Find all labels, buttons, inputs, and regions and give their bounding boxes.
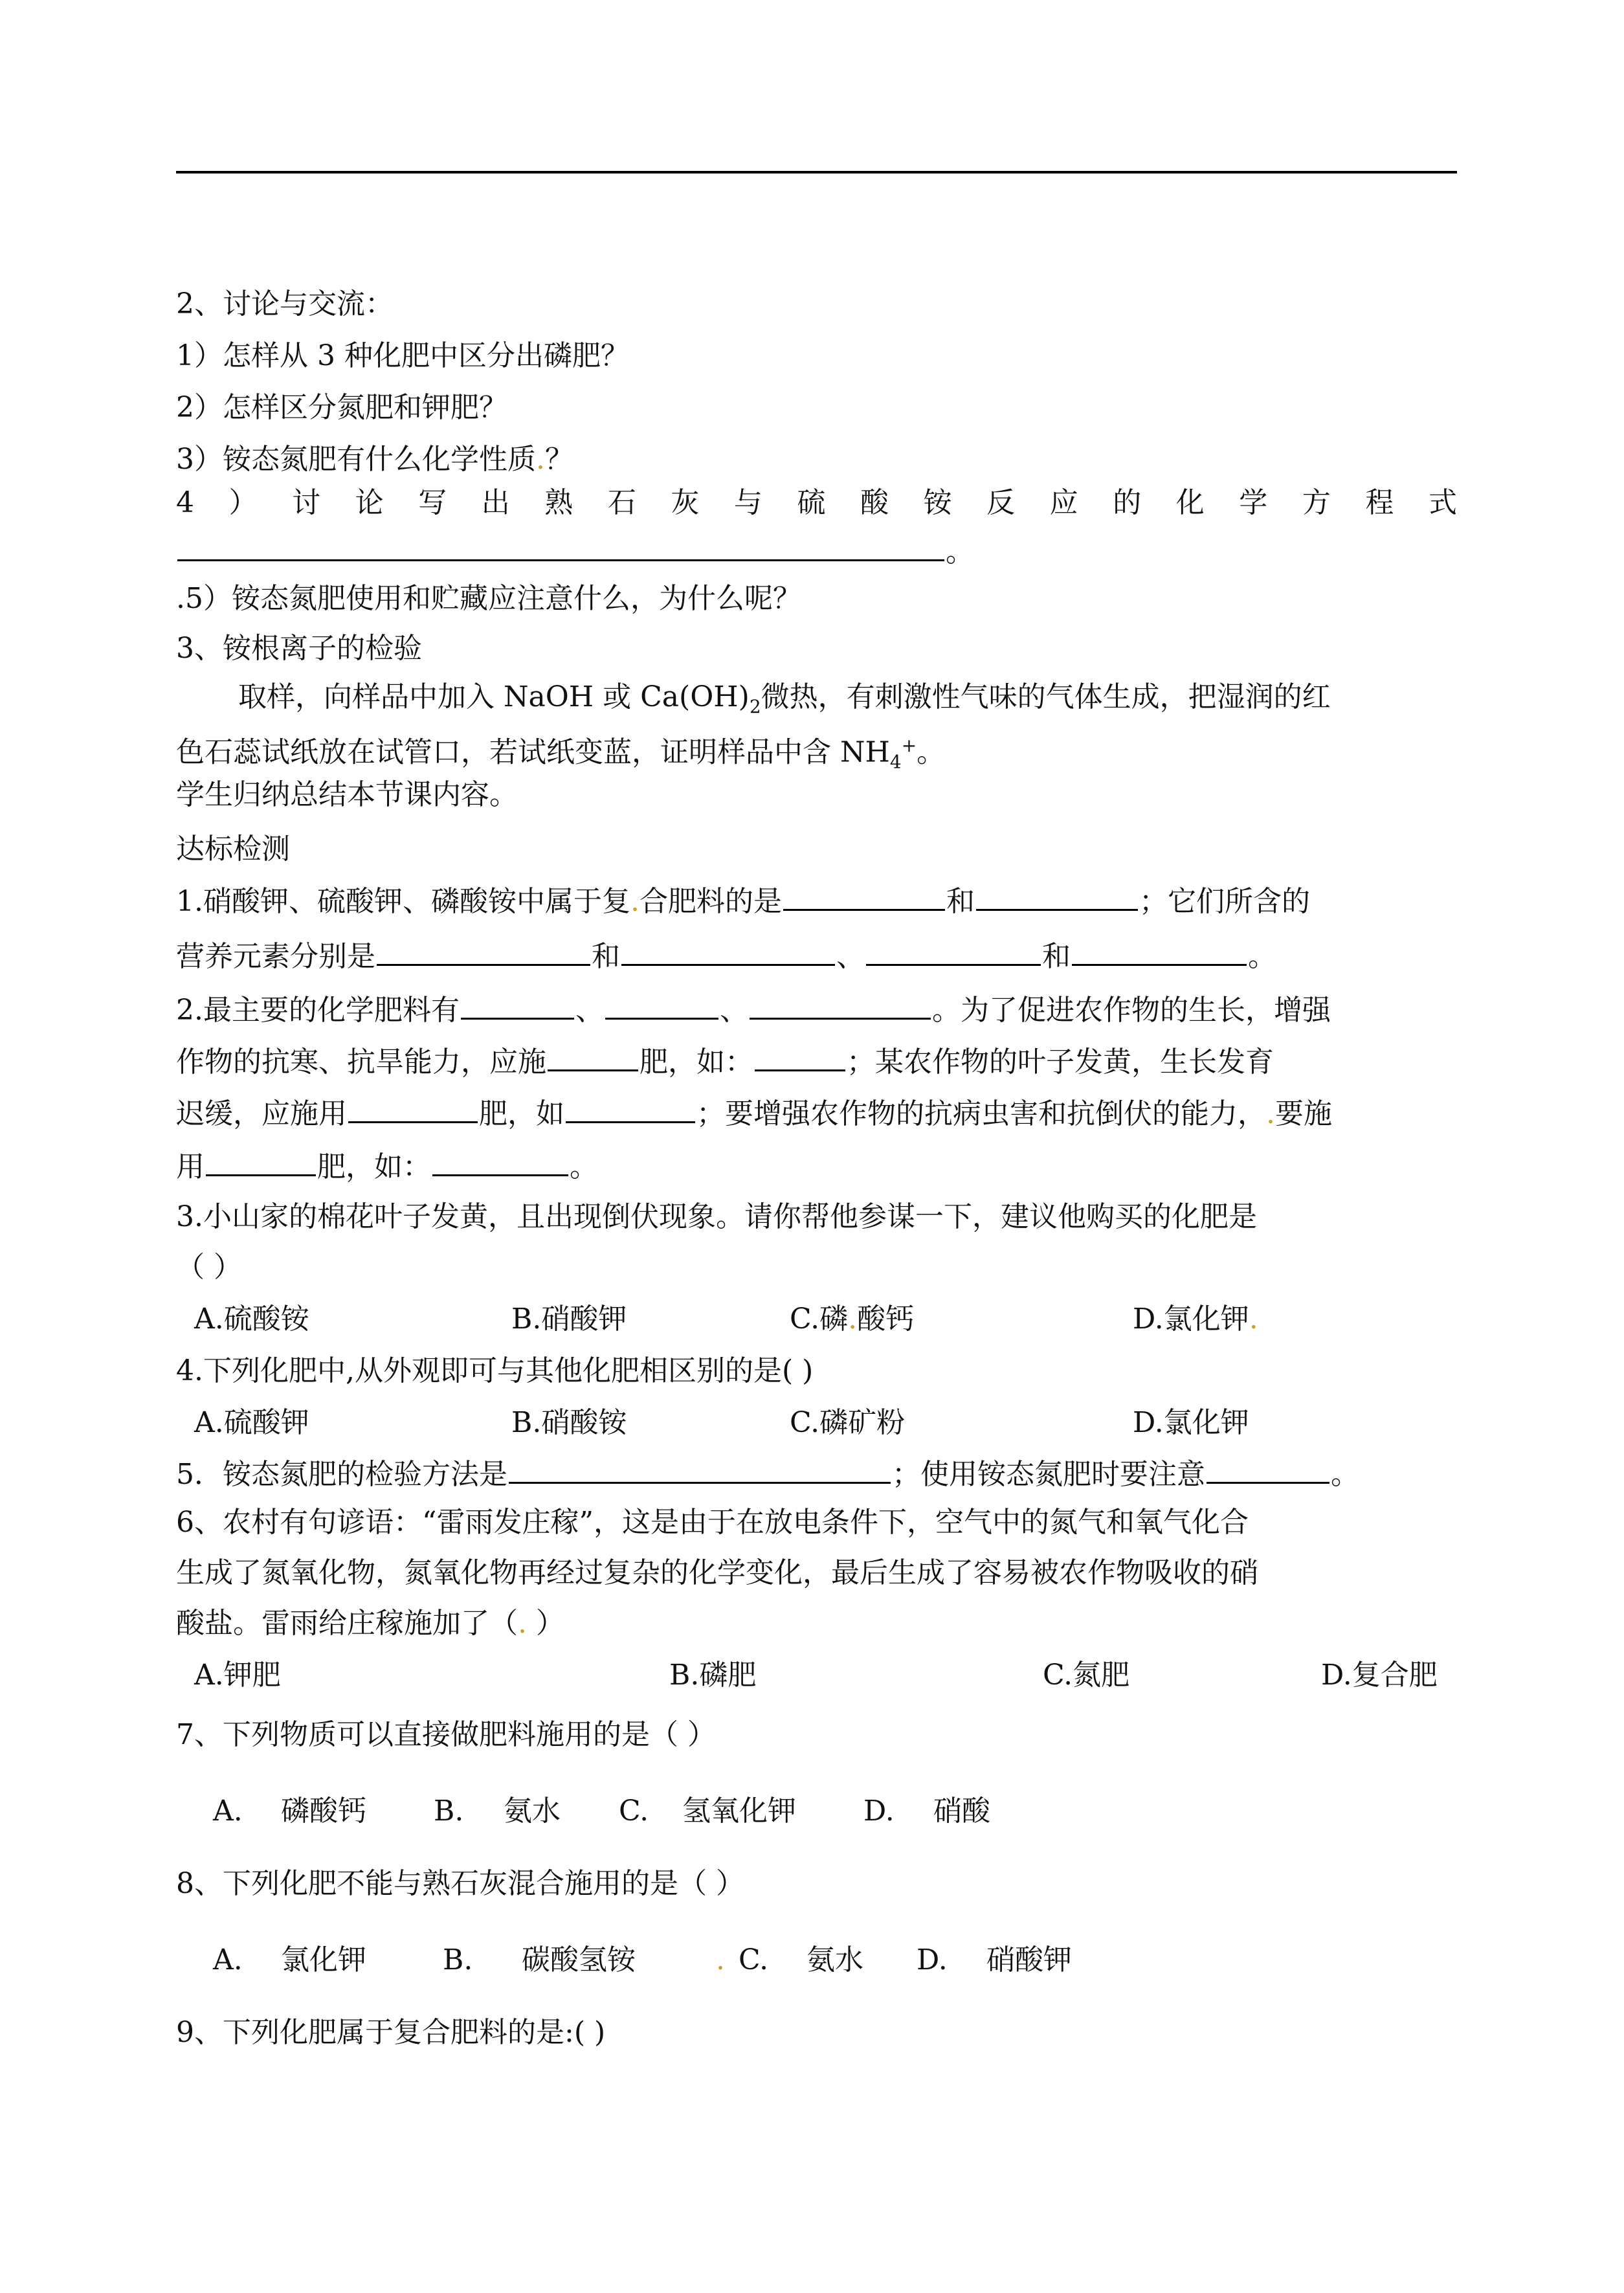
blank[interactable] — [432, 1146, 568, 1176]
section-3-paragraph-line1: 取样，向样品中加入 NaOH 或 $Ca(OH)_2$微热，有刺激性气味的气体生成，把湿润的红 — [238, 680, 1331, 717]
option-c-letter: C. — [619, 1795, 649, 1828]
option-c[interactable]: 氨水 — [806, 1943, 863, 1976]
blank[interactable] — [866, 935, 1041, 966]
option-c-letter: C. — [739, 1943, 769, 1976]
option-b[interactable]: 氨水 — [504, 1795, 561, 1828]
test-8-line1: 8、下列化肥不能与熟石灰混合施用的是（ ） — [176, 1867, 744, 1900]
blank[interactable] — [177, 531, 944, 561]
option-b[interactable]: B.硝酸钾 — [511, 1303, 627, 1336]
question-2: 2）怎样区分氮肥和钾肥？ — [176, 391, 507, 424]
test-5-line1: 5．铵态氮肥的检验方法是 ；使用铵态氮肥时要注意 。 — [176, 1453, 1457, 1494]
option-a[interactable]: 磷酸钙 — [281, 1795, 366, 1828]
test-6-options — [176, 1656, 1457, 1695]
option-d[interactable]: D.氯化钾. — [1133, 1303, 1258, 1336]
test-7-options — [176, 1792, 1457, 1831]
blank[interactable] — [976, 880, 1138, 911]
option-a-letter: A. — [213, 1795, 243, 1828]
option-b-letter: B. — [443, 1943, 473, 1976]
blank[interactable] — [605, 989, 718, 1020]
question-4: 4 ） 讨 论 写 出 熟 石 灰 与 硫 酸 铵 反 应 的 化 学 方 程 式 — [176, 486, 1457, 519]
blank[interactable] — [755, 1041, 845, 1071]
option-c[interactable]: C.磷.酸钙 — [790, 1303, 915, 1336]
test-1-line2: 营养元素分别是 和 、 和 。 — [176, 935, 1457, 976]
test-4-line1: 4.下列化肥中,从外观即可与其他化肥相区别的是( ) — [176, 1354, 814, 1387]
option-a[interactable]: 氯化钾 — [281, 1943, 366, 1976]
blank[interactable] — [206, 1146, 316, 1176]
option-c[interactable]: 氢氧化钾 — [682, 1795, 796, 1828]
option-a[interactable]: A.硫酸铵 — [194, 1303, 309, 1336]
option-d[interactable]: D.复合肥 — [1321, 1659, 1438, 1692]
blank[interactable] — [750, 989, 931, 1020]
test-title: 达标检测 — [176, 833, 290, 866]
blank[interactable] — [548, 1041, 638, 1071]
test-2-line1: 2.最主要的化学肥料有 、 、 。为了促进农作物的生长，增强 — [176, 989, 1457, 1030]
test-8-options — [176, 1941, 1457, 1980]
question-5: .5）铵态氮肥使用和贮藏应注意什么，为什么呢？ — [176, 582, 801, 615]
summary-text: 学生归纳总结本节课内容。 — [176, 778, 518, 811]
header-rule — [176, 171, 1457, 173]
test-3-line1: 3.小山家的棉花叶子发黄，且出现倒伏现象。请你帮他参谋一下，建议他购买的化肥是 — [176, 1200, 1257, 1233]
option-c[interactable]: C.氮肥 — [1043, 1659, 1130, 1692]
test-1-line1: 1.硝酸钾、硫酸钾、磷酸铵中属于复.合肥料的是 和 ；它们所含的 — [176, 880, 1457, 921]
blank[interactable] — [783, 880, 945, 911]
option-c[interactable]: C.磷矿粉 — [790, 1406, 906, 1439]
blank[interactable] — [1072, 935, 1247, 966]
option-a[interactable]: A.钾肥 — [194, 1659, 281, 1692]
option-b[interactable]: 碳酸氢铵 — [522, 1943, 636, 1976]
blank[interactable] — [377, 935, 590, 966]
test-9-line1: 9、下列化肥属于复合肥料的是:( ) — [176, 2016, 606, 2049]
option-b[interactable]: B.硝酸铵 — [511, 1406, 627, 1439]
option-d[interactable]: D.氯化钾 — [1133, 1406, 1249, 1439]
stray-dot: . — [716, 1943, 725, 1976]
blank[interactable] — [461, 989, 574, 1020]
question-3: 3）铵态氮肥有什么化学性质.？ — [176, 443, 573, 476]
test-2-line3: 迟缓，应施用 肥，如 ；要增强农作物的抗病虫害和抗倒伏的能力，.要施 — [176, 1093, 1457, 1134]
test-2-line4: 用 肥，如： 。 — [176, 1146, 1457, 1187]
test-6-line3: 酸盐。雷雨给庄稼施加了（. ） — [176, 1607, 564, 1640]
option-b-letter: B. — [434, 1795, 464, 1828]
option-d-letter: D. — [863, 1795, 895, 1828]
test-3-options — [176, 1300, 1457, 1339]
option-a[interactable]: A.硫酸钾 — [194, 1406, 309, 1439]
test-4-options — [176, 1404, 1457, 1442]
section-2-title: 2、讨论与交流： — [176, 287, 394, 320]
blank[interactable] — [566, 1093, 695, 1123]
test-7-line1: 7、下列物质可以直接做肥料施用的是（ ） — [176, 1718, 716, 1751]
option-d[interactable]: 硝酸钾 — [986, 1943, 1072, 1976]
question-1: 1）怎样从 3 种化肥中区分出磷肥？ — [176, 339, 629, 372]
question-4-answer-line: 。 — [176, 531, 1457, 572]
test-2-line2: 作物的抗寒、抗旱能力，应施 肥，如： ；某农作物的叶子发黄，生长发育 — [176, 1041, 1457, 1082]
blank[interactable] — [1207, 1453, 1329, 1484]
test-6-line1: 6、农村有句谚语：“雷雨发庄稼”，这是由于在放电条件下，空气中的氮气和氧气化合 — [176, 1506, 1249, 1539]
option-b[interactable]: B.磷肥 — [669, 1659, 757, 1692]
section-3-title: 3、铵根离子的检验 — [176, 632, 422, 665]
option-d[interactable]: 硝酸 — [933, 1795, 990, 1828]
option-d-letter: D. — [917, 1943, 948, 1976]
test-3-line2: （ ） — [176, 1251, 242, 1284]
blank[interactable] — [621, 935, 835, 966]
blank[interactable] — [509, 1453, 891, 1484]
option-a-letter: A. — [213, 1943, 243, 1976]
test-6-line2: 生成了氮氧化物，氮氧化物再经过复杂的化学变化，最后生成了容易被农作物吸收的硝 — [176, 1556, 1258, 1589]
section-3-paragraph-line2: 色石蕊试纸放在试管口，若试纸变蓝，证明样品中含 $NH_4^+$。 — [176, 735, 946, 773]
blank[interactable] — [348, 1093, 478, 1123]
